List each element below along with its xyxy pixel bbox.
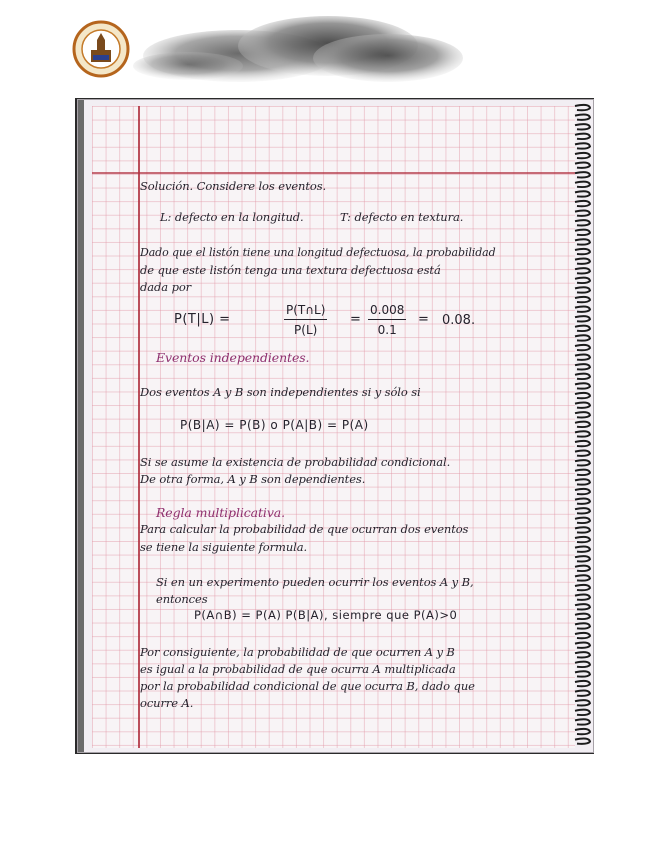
text-line: por la probabilidad condicional de que ocurra B, dado que — [140, 679, 475, 693]
spiral-coil — [575, 268, 590, 273]
text-line: de que este listón tenga una textura defectuosa está — [140, 263, 441, 277]
text-line: ocurre A. — [140, 696, 194, 710]
equation-result: 0.08. — [442, 313, 476, 328]
text-line: Para calcular la probabilidad de que ocurran dos eventos — [140, 522, 469, 536]
spiral-coil — [575, 143, 590, 148]
text-line: Dos eventos A y B son independientes si y sólo si — [140, 385, 421, 399]
spiral-coil — [575, 470, 590, 475]
spiral-coil — [575, 134, 590, 139]
spiral-coil — [575, 422, 590, 427]
spiral-coil — [575, 182, 590, 187]
spiral-coil — [575, 383, 590, 388]
spiral-coil — [575, 614, 590, 619]
spiral-coil — [575, 412, 590, 417]
spiral-coil — [575, 316, 590, 321]
spiral-coil — [575, 527, 590, 532]
spiral-coil — [575, 594, 590, 599]
spiral-coil — [575, 287, 590, 292]
fraction-denominator: 0.1 — [377, 323, 397, 337]
spiral-coil — [575, 105, 590, 110]
spiral-coil — [575, 258, 590, 263]
text-line: Por consiguiente, la probabilidad de que ocurren A y B — [140, 645, 455, 659]
multiplication-rule-equation: P(A∩B) = P(A) P(B|A), siempre que P(A)>0 — [194, 608, 458, 622]
event-l-definition: L: defecto en la longitud. — [160, 210, 304, 224]
spiral-coil — [575, 364, 590, 369]
spiral-coil — [575, 210, 590, 215]
event-t-definition: T: defecto en textura. — [340, 210, 464, 224]
spiral-coil — [575, 729, 590, 734]
spiral-coil — [575, 642, 590, 647]
spiral-coil — [575, 623, 590, 628]
spiral-coil — [575, 441, 590, 446]
text-line: Si se asume la existencia de probabilidad condicional. — [140, 455, 451, 469]
spiral-coil — [575, 450, 590, 455]
spiral-coil — [575, 230, 590, 235]
spiral-coil — [575, 738, 590, 743]
spiral-coil — [575, 710, 590, 715]
spiral-coil — [575, 633, 590, 638]
spiral-coil — [575, 431, 590, 436]
spiral-coil — [575, 671, 590, 676]
notebook-page — [78, 100, 593, 752]
spiral-coil — [575, 585, 590, 590]
spiral-coil — [575, 652, 590, 657]
spiral-coil — [575, 278, 590, 283]
spiral-coil — [575, 546, 590, 551]
spiral-coil — [575, 345, 590, 350]
spiral-coil — [575, 335, 590, 340]
spiral-coil — [575, 556, 590, 561]
spiral-coil — [575, 508, 590, 513]
page-left-edge — [78, 100, 84, 752]
spiral-coil — [575, 393, 590, 398]
spiral-coil — [575, 719, 590, 724]
spiral-coil — [575, 172, 590, 177]
fraction-numerator: 0.008 — [368, 303, 406, 320]
equals-sign: = — [418, 312, 429, 327]
spiral-coil — [575, 354, 590, 359]
fraction-numerator: P(T∩L) — [284, 303, 327, 320]
text-line: Dado que el listón tiene una longitud defectuosa, la probabilidad — [140, 246, 496, 259]
spiral-coil — [575, 249, 590, 254]
spiral-coil — [575, 662, 590, 667]
text-line: se tiene la siguiente formula. — [140, 540, 308, 554]
spiral-coil — [575, 326, 590, 331]
section-heading: Eventos independientes. — [156, 350, 310, 365]
spiral-coil — [575, 153, 590, 158]
spiral-coil — [575, 566, 590, 571]
spiral-coil — [575, 124, 590, 129]
spiral-coil — [575, 374, 590, 379]
spiral-coil — [575, 201, 590, 206]
independence-equation: P(B|A) = P(B) o P(A|B) = P(A) — [180, 418, 369, 432]
section-heading: Regla multiplicativa. — [156, 505, 286, 520]
text-line: De otra forma, A y B son dependientes. — [140, 472, 366, 486]
text-line: dada por — [140, 280, 192, 294]
equation-lhs: P(T|L) = — [174, 312, 231, 327]
spiral-coil — [575, 518, 590, 523]
spiral-binding — [571, 100, 593, 752]
spiral-coil — [575, 162, 590, 167]
spiral-coil — [575, 239, 590, 244]
institution-seal-icon — [72, 20, 130, 78]
spiral-coil — [575, 537, 590, 542]
equals-sign: = — [350, 312, 361, 327]
spiral-coil — [575, 575, 590, 580]
text-line: Si en un experimento pueden ocurrir los eventos A y B, — [156, 575, 474, 589]
fraction — [368, 303, 406, 337]
cloud-decoration — [128, 8, 468, 93]
spiral-coil — [575, 114, 590, 119]
spiral-coil — [575, 191, 590, 196]
spiral-coil — [575, 220, 590, 225]
fraction — [284, 303, 327, 337]
spiral-coil — [575, 402, 590, 407]
spiral-coil — [575, 306, 590, 311]
spiral-coil — [575, 700, 590, 705]
solution-heading: Solución. Considere los eventos. — [140, 179, 327, 193]
spiral-coil — [575, 690, 590, 695]
fraction-denominator: P(L) — [294, 323, 318, 337]
text-line: es igual a la probabilidad de que ocurra A multiplicada — [140, 662, 456, 676]
spiral-coil — [575, 489, 590, 494]
spiral-coil — [575, 460, 590, 465]
spiral-coil — [575, 479, 590, 484]
spiral-coil — [575, 498, 590, 503]
header-line — [92, 172, 575, 174]
text-line: entonces — [156, 592, 208, 606]
spiral-coil — [575, 604, 590, 609]
spiral-coil — [575, 681, 590, 686]
spiral-coil — [575, 297, 590, 302]
